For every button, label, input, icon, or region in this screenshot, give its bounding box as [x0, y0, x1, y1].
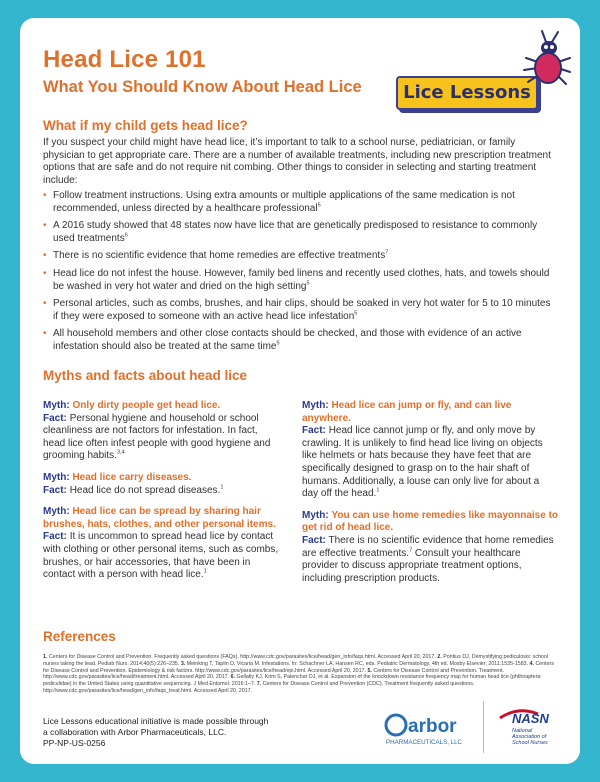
page-subtitle: What You Should Know About Head Lice [43, 78, 362, 96]
list-item: • All household members and other close contacts should be checked, and those with evidence of an active infestation should also be treated at the same time$^5$ [43, 328, 555, 353]
myth-block: Myth: Head lice carry diseases. Fact: Head lice do not spread diseases.$^1$ [43, 471, 224, 496]
logo-divider [483, 701, 484, 753]
myth-block: Myth: Only dirty people get head lice. Fact: Personal hygiene and household or school cleanliness are not factors for infestation. In fact, head lice often infest people with good hygiene and grooming habits.$^{3,4}$ [43, 400, 271, 462]
page-title: Head Lice 101 [43, 46, 206, 73]
section-heading-myths: Myths and facts about head lice [43, 368, 248, 383]
svg-text:NASN: NASN [512, 711, 549, 726]
list-item: • There is no scientific evidence that home remedies are effective treatments$^7$ [43, 250, 555, 263]
louse-icon [516, 28, 572, 88]
myth-block: Myth: You can use home remedies like mayonnaise to get rid of head lice. Fact: There is no scientific evidence that home remedies are effective treatments.$^7$ Consult your healthcare provider to discuss appropriate treatment options, including prescription products. [302, 509, 559, 584]
flyer-page [20, 18, 580, 764]
myth-block: Myth: Head lice can be spread by sharing hair brushes, hats, clothes, and other personal items. Fact: It is uncommon to spread head lice by contact with clothing or other personal items, such as combs, brushes, or hair accessories, that have been in contact with a person with head lice.$^1$ [43, 506, 279, 581]
svg-text:PHARMACEUTICALS, LLC: PHARMACEUTICALS, LLC [386, 739, 462, 746]
list-item: • Personal articles, such as combs, brushes, and hair clips, should be soaked in very hot water for 5 to 10 minutes if they were exposed to someone with an active head lice infestation$^5$ [43, 298, 555, 323]
footer-credit: Lice Lessons educational initiative is made possible through a collaboration with Arbor Pharmaceuticals, LLC. PP-NP-US-0256 [43, 716, 269, 748]
list-item: • Head lice do not infest the house. However, family bed linens and recently used clothes, hats, and towels should be washed in very hot water and dried on the high setting$^5$ [43, 268, 555, 293]
intro-paragraph: If you suspect your child might have head lice, it’s important to talk to a school nurse, pediatrician, or family physician to get appropriate care. There are a number of available treatments, including new prescription treatment options that are safe and do not require nit combing. Other things to consider in selecting and starting treatment include: [43, 137, 551, 186]
list-item: • Follow treatment instructions. Using extra amounts or multiple applications of the same medication is not recommended, unless directed by a healthcare professional$^5$ [43, 190, 555, 215]
nasn-logo [498, 704, 568, 752]
treatment-list [43, 190, 555, 359]
svg-text:School Nurses: School Nurses [512, 740, 548, 746]
svg-text:Association of: Association of [512, 734, 547, 740]
myths-right-column [302, 400, 558, 594]
list-item: • A 2016 study showed that 48 states now have lice that are genetically predisposed to resistance to commonly used treatments$^6$ [43, 220, 555, 245]
references-list: 1. Centers for Disease Control and Prevention. Frequently asked questions (FAQs). http://www.cdc.gov/parasites/lice/head/gen_info/faqs.html. Accessed April 20, 2017. 2. Pontius DJ. Demystifying pediculosis: school nurses taking the lead. Pediatr Nurs. 2014;40(5):226–235. 3. Meinking T, Taplin D, Vicaria M. Infestations. In: Schachner LA, Hansen RC, eds. Pediatric Dermatology, 4th ed. Mosby Elsevier; 2011:1535-1583. 4. Centers for Disease Control and Prevention. Epidemiology & risk factors. http://www.cdc.gov/parasites/lice/head/epi.html. Accessed April 20, 2017. 5. Centers for Disease Control and Prevention. Treatment. http://www.cdc.gov/parasites/lice/head/treatment.html. Accessed April 20, 2017. 6. Gellatly KJ, Krim S, Palenchar DJ, et al. Expansion of the knockdown resistance frequency map for human head lice (phthiraptera: pediculidae) in the United States using quantitative sequencing. J Med Entomol. 2016:1–7. 7. Centers for Disease Control and Prevention (CDC). Treatment frequently asked questions. http://www.cdc.gov/parasites/lice/head/gen_info/faqs_treat.html. Accessed April 20, 2017. [43, 654, 555, 694]
arbor-logo [380, 710, 490, 750]
myths-left-column [43, 400, 281, 591]
badge-text: Lice Lessons [403, 82, 531, 103]
svg-text:National: National [512, 728, 533, 734]
myth-block: Myth: Head lice can jump or fly, and can live anywhere. Fact: Head lice cannot jump or fly, and only move by crawling. It is unlikely to find head lice living on objects like helmets or hats because they have feet that are specifically designed to grasp on to the hair shaft of humans. Additionally, a louse can only live for about a day off the head.$^1$ [302, 400, 543, 500]
references-heading: References [43, 629, 116, 644]
section-heading-treatment: What if my child gets head lice? [43, 118, 248, 133]
svg-text:arbor: arbor [408, 716, 457, 737]
